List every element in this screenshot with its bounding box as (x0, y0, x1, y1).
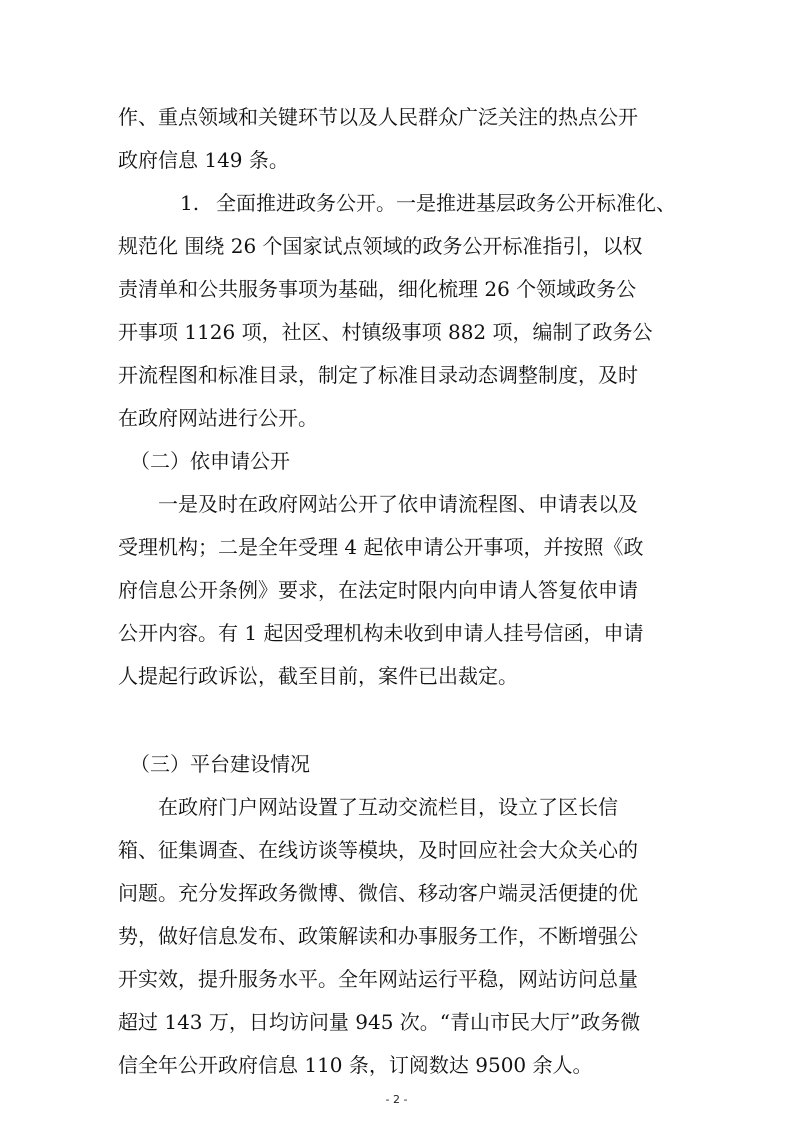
paragraph-line: 箱、征集调查、在线访谈等模块，及时回应社会大众关心的 (118, 838, 638, 862)
section-heading: （三）平台建设情况 (130, 752, 310, 776)
paragraph-line: 人提起行政诉讼，截至目前，案件已出裁定。 (118, 664, 518, 688)
paragraph-line: 开流程图和标准目录，制定了标准目录动态调整制度，及时 (118, 363, 638, 387)
section-heading: （二）依申请公开 (130, 449, 290, 473)
paragraph-line: 受理机构；二是全年受理 4 起依申请公开事项，并按照《政 (118, 535, 644, 559)
paragraph-line: 超过 143 万，日均访问量 945 次。“青山市民大厅”政务微 (118, 1010, 641, 1034)
paragraph-line: 公开内容。有 1 起因受理机构未收到申请人挂号信函，申请 (118, 621, 644, 645)
paragraph-line: 政府信息 149 条。 (118, 148, 289, 172)
paragraph-line: 一是及时在政府网站公开了依申请流程图、申请表以及 (158, 492, 638, 516)
paragraph-line: 开实效，提升服务水平。全年网站运行平稳，网站访问总量 (118, 967, 638, 991)
paragraph-line: 开事项 1126 项，社区、村镇级事项 882 项，编制了政务公 (118, 320, 653, 344)
paragraph-line: 在政府门户网站设置了互动交流栏目，设立了区长信 (158, 795, 618, 819)
paragraph-line: 作、重点领域和关键环节以及人民群众广泛关注的热点公开 (118, 105, 638, 129)
paragraph-line: 责清单和公共服务事项为基础，细化梳理 26 个领域政务公 (118, 277, 637, 301)
list-number: 1. (180, 191, 200, 215)
paragraph-line: 全面推进政务公开。一是推进基层政务公开标准化、 (216, 191, 676, 215)
paragraph-line: 势，做好信息发布、政策解读和办事服务工作，不断增强公 (118, 924, 638, 948)
paragraph-line: 信全年公开政府信息 110 条，订阅数达 9500 余人。 (118, 1053, 593, 1077)
paragraph-line: 府信息公开条例》要求，在法定时限内向申请人答复依申请 (118, 578, 638, 602)
paragraph-line: 在政府网站进行公开。 (118, 406, 318, 430)
page-number: - 2 - (385, 1093, 408, 1106)
paragraph-line: 规范化 围绕 26 个国家试点领域的政务公开标准指引，以权 (118, 234, 643, 258)
paragraph-line: 问题。充分发挥政务微博、微信、移动客户端灵活便捷的优 (118, 881, 638, 905)
